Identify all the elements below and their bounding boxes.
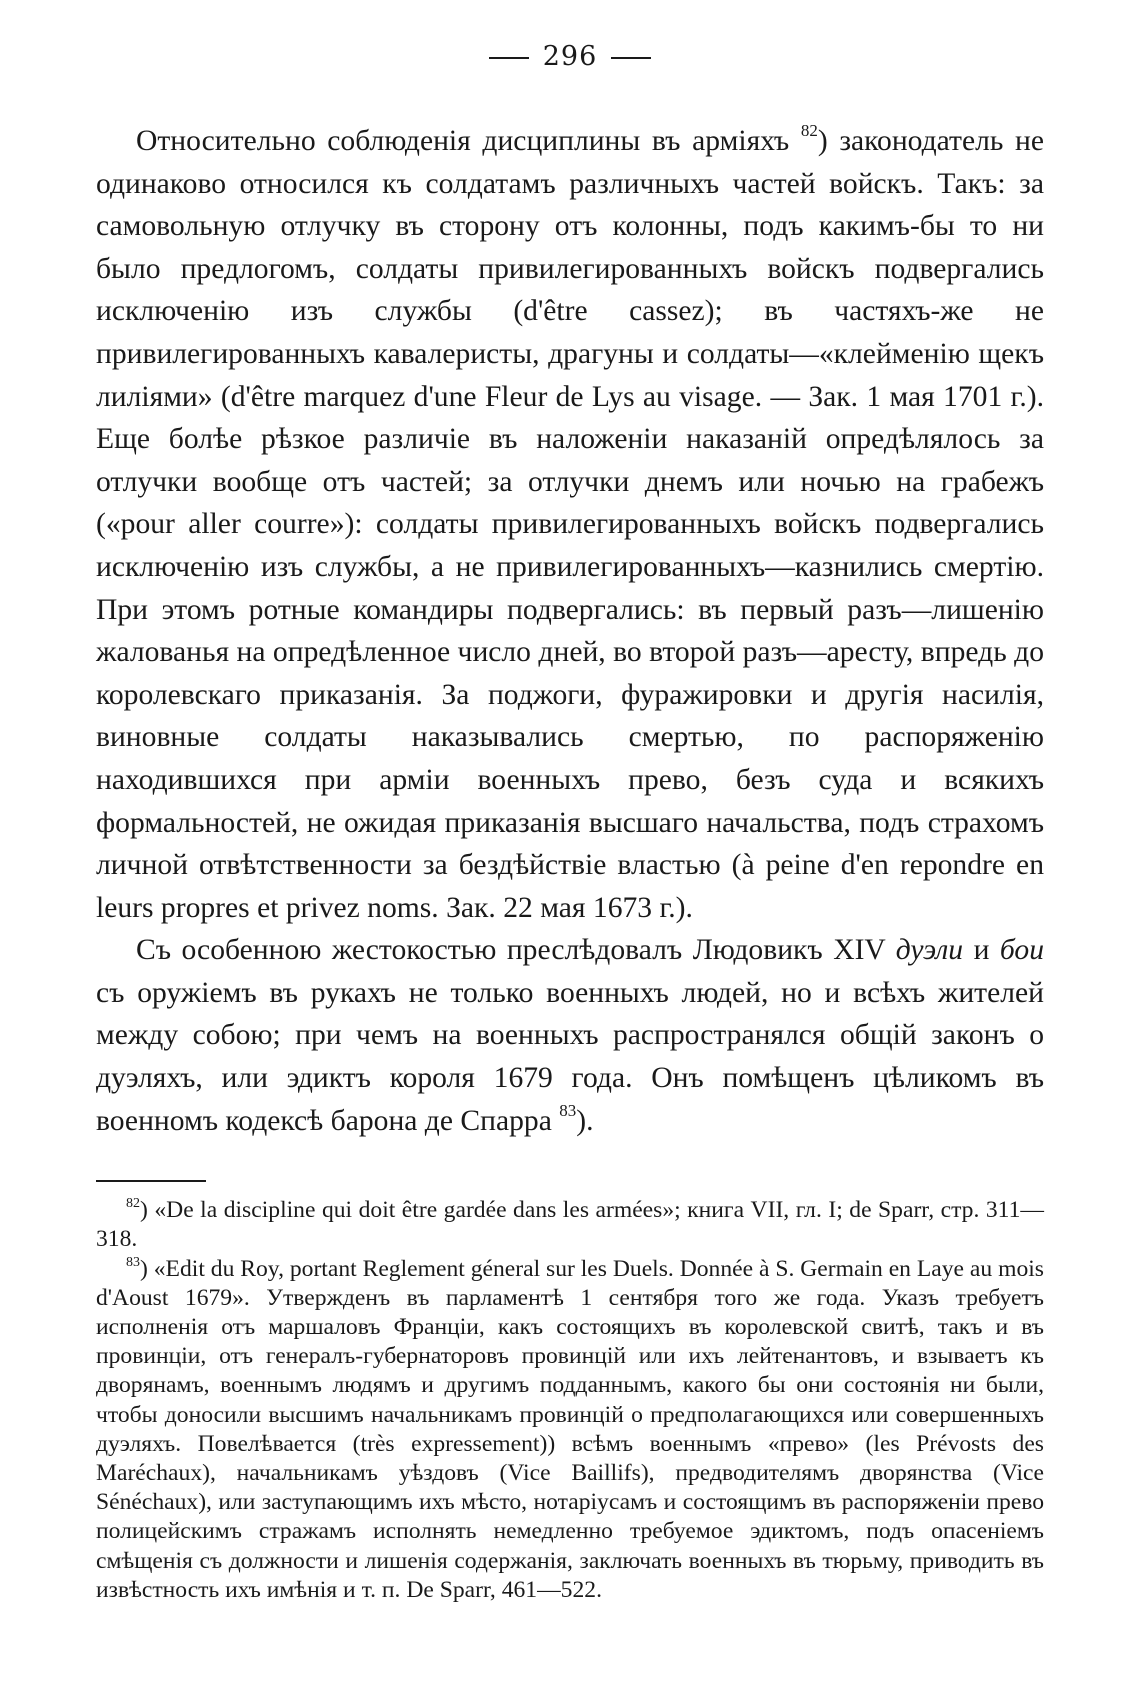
footnote-82-text: ) «De la discipline qui doit être gardée dans les armées»; книга VII, гл. I; de Sparr, стр. 311—318. — [96, 1197, 1044, 1253]
footnote-83-mark: 83 — [126, 1254, 140, 1270]
body-text — [96, 120, 1044, 1142]
footnote-83-text: ) «Edit du Roy, portant Reglement géneral sur les Duels. Donnée à S. Germain en Laye au mois d'Aoust 1679». Утвержденъ въ парламентѣ 1 сентября того же года. Указъ требуетъ исполненія отъ маршаловъ Франціи, какъ состоящихъ въ королевской свитѣ, такъ и въ провинціи, отъ генералъ-губернаторовъ провинцій или ихъ лейтенантовъ, и взываетъ къ дворянамъ, военнымъ людямъ и другимъ подданнымъ, какого бы они состоянія ни были, чтобы доносили высшимъ начальникамъ провинцій о предполагающихся или совершенныхъ дуэляхъ. Повелѣвается (très expressement)) всѣмъ военнымъ «прево» (les Prévosts des Maréchaux), начальникамъ уѣздовъ (Vice Baillifs), предводителямъ дворянства (Vice Sénéchaux), или заступающимъ ихъ мѣсто, нотаріусамъ и состоящимъ въ распоряженіи прево полицейскимъ стражамъ исполнять немедленно требуемое эдиктомъ, подъ опасеніемъ смѣщенія съ должности и лишенія содержанія, заключать военныхъ въ тюрьму, приводить въ извѣстность ихъ имѣнія и т. п. De Sparr, 461—522. — [96, 1255, 1044, 1603]
paragraph-duels-text: съ оружіемъ въ рукахъ не только военныхъ людей, но и всѣхъ жителей между собою; при чемъ на военныхъ распространялся общій законъ о дуэляхъ, или эдиктъ короля 1679 года. Онъ помѣщенъ цѣликомъ въ военномъ кодексѣ барона де Спарра — [96, 976, 1044, 1137]
book-page — [96, 40, 1044, 1605]
page-number-left-dash — [489, 57, 529, 59]
paragraph-discipline-text: ) законодатель не одинаково относился къ солдатамъ различныхъ частей войскъ. Такъ: за самовольную отлучку въ сторону отъ колонны, подъ какимъ-бы то ни было предлогомъ, солдаты привилегированныхъ войскъ подвергались исключенію изъ службы (d'être cassez); въ частяхъ-же не привилегированныхъ кавалеристы, драгуны и солдаты—«клейменію щекъ лиліями» (d'être marquez d'une Fleur de Lys au visage. — Зак. 1 мая 1701 г.). Еще болѣе рѣзкое различіе въ наложеніи наказаній опредѣлялось за отлучки вообще отъ частей; за отлучки днемъ или ночью на грабежъ («pour aller courre»): солдаты привилегированныхъ войскъ подвергались исключенію изъ службы, а не привилегированныхъ—казнились смертію. При этомъ ротные командиры подвергались: въ первый разъ—лишенію жалованья на опредѣленное число дней, во второй разъ—аресту, впредь до королевскаго приказанія. За поджоги, фуражировки и другія насилія, виновные солдаты наказывались смертью, по распоряженію находившихся при арміи военныхъ прево, безъ суда и всякихъ формальностей, не ожидая приказанія высшаго начальства, подъ страхомъ личной отвѣтственности за бездѣйствіе властью (à peine d'en repondre en leurs propres et privez noms. Зак. 22 мая 1673 г.). — [96, 125, 1044, 924]
paragraph-duels-end: ). — [576, 1104, 594, 1137]
italic-term-fights: бои — [999, 934, 1044, 967]
italic-term-duels: дуэли — [895, 934, 964, 967]
footnote-82 — [96, 1196, 1044, 1254]
footnotes — [96, 1196, 1044, 1605]
page-number — [96, 40, 1044, 74]
footnote-ref-82: 82 — [800, 121, 818, 140]
footnote-ref-83: 83 — [559, 1100, 577, 1120]
paragraph-duels — [96, 929, 1044, 1142]
paragraph-discipline — [96, 120, 1044, 929]
footnote-82-mark: 82 — [126, 1196, 140, 1212]
paragraph-discipline-intro: Относительно соблюденія дисциплины въ арміяхъ — [136, 125, 790, 157]
paragraph-duels-conjunction: и — [963, 934, 1000, 967]
footnote-separator — [96, 1180, 206, 1182]
paragraph-duels-intro: Съ особенною жестокостью преслѣдовалъ Людовикъ XIV — [136, 934, 896, 967]
footnote-83 — [96, 1255, 1044, 1605]
page-number-right-dash — [611, 57, 651, 59]
page-number-value: 296 — [542, 41, 598, 72]
